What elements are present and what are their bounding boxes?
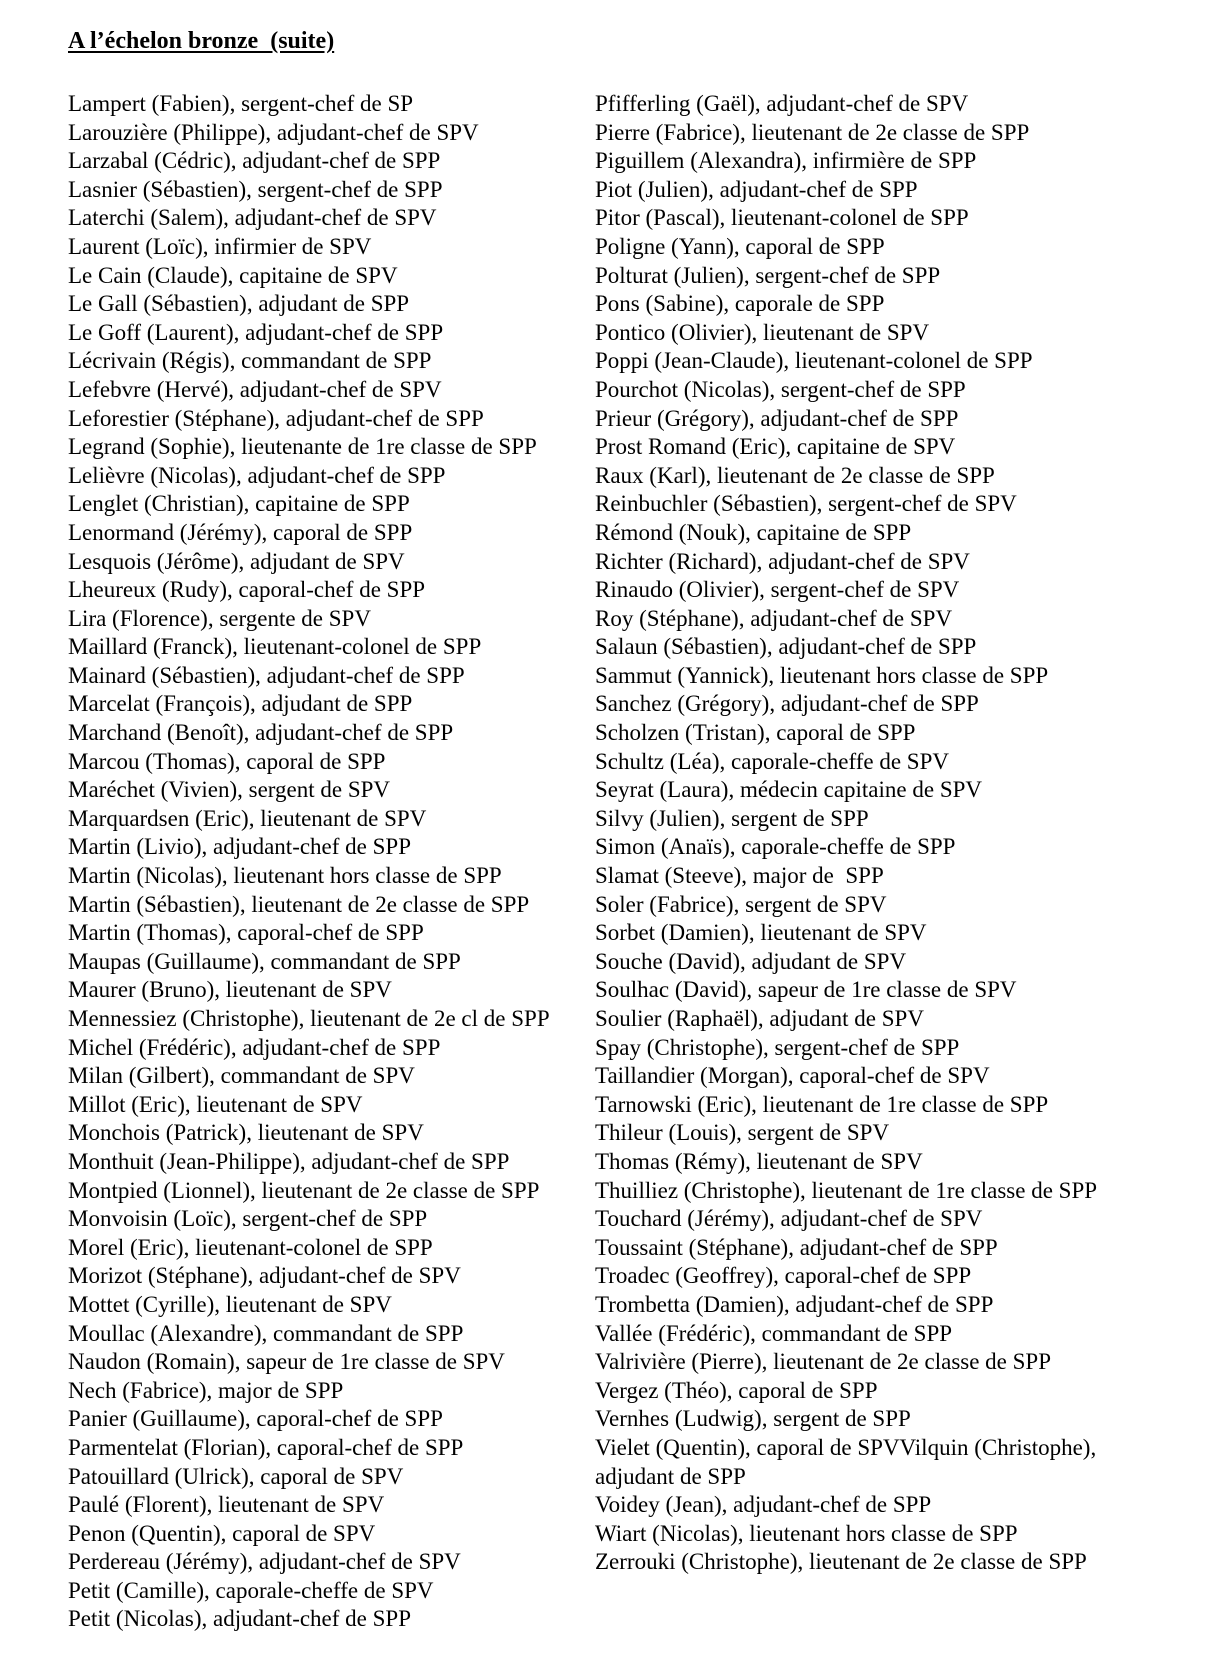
list-line: Roy (Stéphane), adjudant-chef de SPV (595, 605, 953, 631)
list-line: Monthuit (Jean-Philippe), adjudant-chef de SPP (68, 1148, 510, 1174)
list-line: Maillard (Franck), lieutenant-colonel de SPP (68, 634, 482, 660)
list-line: Voidey (Jean), adjudant-chef de SPP (595, 1492, 932, 1518)
list-line: Nech (Fabrice), major de SPP (68, 1377, 344, 1403)
list-line: Pons (Sabine), caporale de SPP (595, 291, 885, 317)
list-line: Marcou (Thomas), caporal de SPP (68, 748, 386, 774)
list-line: Salaun (Sébastien), adjudant-chef de SPP (595, 634, 977, 660)
list-line: Lécrivain (Régis), commandant de SPP (68, 348, 432, 374)
list-line: Soler (Fabrice), sergent de SPV (595, 891, 887, 917)
list-line: Touchard (Jérémy), adjudant-chef de SPV (595, 1206, 983, 1232)
list-line: Toussaint (Stéphane), adjudant-chef de SPP (595, 1234, 998, 1260)
list-line: Petit (Nicolas), adjudant-chef de SPP (68, 1606, 412, 1632)
list-line: adjudant de SPP (595, 1463, 746, 1489)
list-line: Rémond (Nouk), capitaine de SPP (595, 519, 912, 545)
list-line: Troadec (Geoffrey), caporal-chef de SPP (595, 1263, 972, 1289)
list-line: Sorbet (Damien), lieutenant de SPV (595, 920, 927, 946)
list-line: Valrivière (Pierre), lieutenant de 2e classe de SPP (595, 1349, 1052, 1375)
list-line: Martin (Nicolas), lieutenant hors classe de SPP (68, 863, 502, 889)
list-line: Martin (Sébastien), lieutenant de 2e classe de SPP (68, 891, 530, 917)
list-line: Sammut (Yannick), lieutenant hors classe de SPP (595, 662, 1049, 688)
list-line: Perdereau (Jérémy), adjudant-chef de SPV (68, 1549, 461, 1575)
list-line: Patouillard (Ulrick), caporal de SPV (68, 1463, 404, 1489)
list-line: Soulhac (David), sapeur de 1re classe de SPV (595, 977, 1017, 1003)
list-line: Thileur (Louis), sergent de SPV (595, 1120, 890, 1146)
list-line: Piguillem (Alexandra), infirmière de SPP (595, 148, 977, 174)
list-line: Sanchez (Grégory), adjudant-chef de SPP (595, 691, 979, 717)
list-line: Lira (Florence), sergente de SPV (68, 605, 371, 631)
list-line: Prost Romand (Eric), capitaine de SPV (595, 434, 956, 460)
list-line: Maurer (Bruno), lieutenant de SPV (68, 977, 392, 1003)
list-line: Scholzen (Tristan), caporal de SPP (595, 720, 916, 746)
list-line: Marcelat (François), adjudant de SPP (68, 691, 413, 717)
list-line: Lampert (Fabien), sergent-chef de SP (68, 91, 414, 116)
list-line: Martin (Thomas), caporal-chef de SPP (68, 920, 424, 946)
list-line: Michel (Frédéric), adjudant-chef de SPP (68, 1034, 441, 1060)
list-line: Paulé (Florent), lieutenant de SPV (68, 1492, 385, 1518)
list-line: Pitor (Pascal), lieutenant-colonel de SPP (595, 205, 969, 231)
list-line: Polturat (Julien), sergent-chef de SPP (595, 262, 941, 288)
page-title: A l’échelon bronze (suite) (68, 28, 335, 54)
list-line: Marchand (Benoît), adjudant-chef de SPP (68, 720, 454, 746)
list-line: Lelièvre (Nicolas), adjudant-chef de SPP (68, 462, 446, 488)
list-line: Richter (Richard), adjudant-chef de SPV (595, 548, 970, 574)
list-line: Mennessiez (Christophe), lieutenant de 2e cl de SPP (68, 1006, 550, 1031)
list-line: Prieur (Grégory), adjudant-chef de SPP (595, 405, 959, 431)
list-line: Monvoisin (Loïc), sergent-chef de SPP (68, 1206, 428, 1232)
list-line: Lesquois (Jérôme), adjudant de SPV (68, 548, 405, 574)
list-line: Thomas (Rémy), lieutenant de SPV (595, 1148, 923, 1174)
list-line: Vergez (Théo), caporal de SPP (595, 1377, 878, 1403)
list-line: Spay (Christophe), sergent-chef de SPP (595, 1034, 960, 1060)
list-line: Taillandier (Morgan), caporal-chef de SPV (595, 1063, 990, 1089)
list-line: Simon (Anaïs), caporale-cheffe de SPP (595, 834, 956, 860)
list-line: Poppi (Jean-Claude), lieutenant-colonel de SPP (595, 348, 1033, 374)
two-column-list (68, 90, 1206, 1634)
list-line: Leforestier (Stéphane), adjudant-chef de SPP (68, 405, 484, 431)
list-line: Mainard (Sébastien), adjudant-chef de SPP (68, 662, 465, 688)
list-line: Lenglet (Christian), capitaine de SPP (68, 491, 410, 517)
list-line: Poligne (Yann), caporal de SPP (595, 233, 885, 259)
list-line: Trombetta (Damien), adjudant-chef de SPP (595, 1291, 994, 1317)
list-line: Rinaudo (Olivier), sergent-chef de SPV (595, 577, 960, 603)
list-line: Maréchet (Vivien), sergent de SPV (68, 777, 391, 803)
list-line: Pierre (Fabrice), lieutenant de 2e classe de SPP (595, 119, 1030, 145)
list-line: Slamat (Steeve), major de SPP (595, 863, 884, 889)
list-line: Vernhes (Ludwig), sergent de SPP (595, 1406, 911, 1432)
list-line: Morizot (Stéphane), adjudant-chef de SPV (68, 1263, 461, 1289)
list-line: Panier (Guillaume), caporal-chef de SPP (68, 1406, 443, 1432)
list-line: Thuilliez (Christophe), lieutenant de 1re classe de SPP (595, 1177, 1098, 1203)
list-line: Le Cain (Claude), capitaine de SPV (68, 262, 398, 288)
list-line: Zerrouki (Christophe), lieutenant de 2e classe de SPP (595, 1549, 1087, 1575)
list-line: Lenormand (Jérémy), caporal de SPP (68, 519, 413, 545)
right-column (595, 90, 1138, 1634)
list-line: Petit (Camille), caporale-cheffe de SPV (68, 1577, 434, 1603)
list-line: Milan (Gilbert), commandant de SPV (68, 1063, 415, 1089)
list-line: Piot (Julien), adjudant-chef de SPP (595, 176, 918, 202)
list-line: Penon (Quentin), caporal de SPV (68, 1520, 376, 1546)
list-line: Monchois (Patrick), lieutenant de SPV (68, 1120, 424, 1146)
list-line: Moullac (Alexandre), commandant de SPP (68, 1320, 464, 1346)
list-line: Wiart (Nicolas), lieutenant hors classe de SPP (595, 1520, 1018, 1546)
list-line: Pourchot (Nicolas), sergent-chef de SPP (595, 376, 966, 402)
list-line: Martin (Livio), adjudant-chef de SPP (68, 834, 412, 860)
list-line: Soulier (Raphaël), adjudant de SPV (595, 1006, 924, 1031)
list-line: Tarnowski (Eric), lieutenant de 1re classe de SPP (595, 1091, 1049, 1117)
list-line: Seyrat (Laura), médecin capitaine de SPV (595, 777, 983, 803)
list-line: Le Gall (Sébastien), adjudant de SPP (68, 291, 410, 317)
list-line: Le Goff (Laurent), adjudant-chef de SPP (68, 319, 444, 345)
list-line: Silvy (Julien), sergent de SPP (595, 805, 869, 831)
list-line: Millot (Eric), lieutenant de SPV (68, 1091, 363, 1117)
list-line: Laterchi (Salem), adjudant-chef de SPV (68, 205, 437, 231)
list-line: Maupas (Guillaume), commandant de SPP (68, 948, 461, 974)
left-column (68, 90, 595, 1634)
list-line: Marquardsen (Eric), lieutenant de SPV (68, 805, 427, 831)
list-line: Lasnier (Sébastien), sergent-chef de SPP (68, 176, 443, 202)
list-line: Schultz (Léa), caporale-cheffe de SPV (595, 748, 949, 774)
list-line: Vallée (Frédéric), commandant de SPP (595, 1320, 953, 1346)
list-line: Morel (Eric), lieutenant-colonel de SPP (68, 1234, 433, 1260)
list-line: Mottet (Cyrille), lieutenant de SPV (68, 1291, 392, 1317)
list-line: Montpied (Lionnel), lieutenant de 2e classe de SPP (68, 1177, 540, 1203)
list-line: Reinbuchler (Sébastien), sergent-chef de SPV (595, 491, 1017, 517)
list-line: Naudon (Romain), sapeur de 1re classe de SPV (68, 1349, 505, 1375)
list-line: Vielet (Quentin), caporal de SPVVilquin (Christophe), (595, 1434, 1097, 1460)
list-line: Souche (David), adjudant de SPV (595, 948, 907, 974)
list-line: Lefebvre (Hervé), adjudant-chef de SPV (68, 376, 442, 402)
list-line: Lheureux (Rudy), caporal-chef de SPP (68, 577, 426, 603)
list-line: Legrand (Sophie), lieutenante de 1re classe de SPP (68, 434, 537, 460)
list-line: Pfifferling (Gaël), adjudant-chef de SPV (595, 91, 969, 116)
list-line: Parmentelat (Florian), caporal-chef de SPP (68, 1434, 464, 1460)
list-line: Pontico (Olivier), lieutenant de SPV (595, 319, 930, 345)
list-line: Larouzière (Philippe), adjudant-chef de SPV (68, 119, 479, 145)
list-line: Raux (Karl), lieutenant de 2e classe de SPP (595, 462, 995, 488)
list-line: Laurent (Loïc), infirmier de SPV (68, 233, 372, 259)
list-line: Larzabal (Cédric), adjudant-chef de SPP (68, 148, 441, 174)
